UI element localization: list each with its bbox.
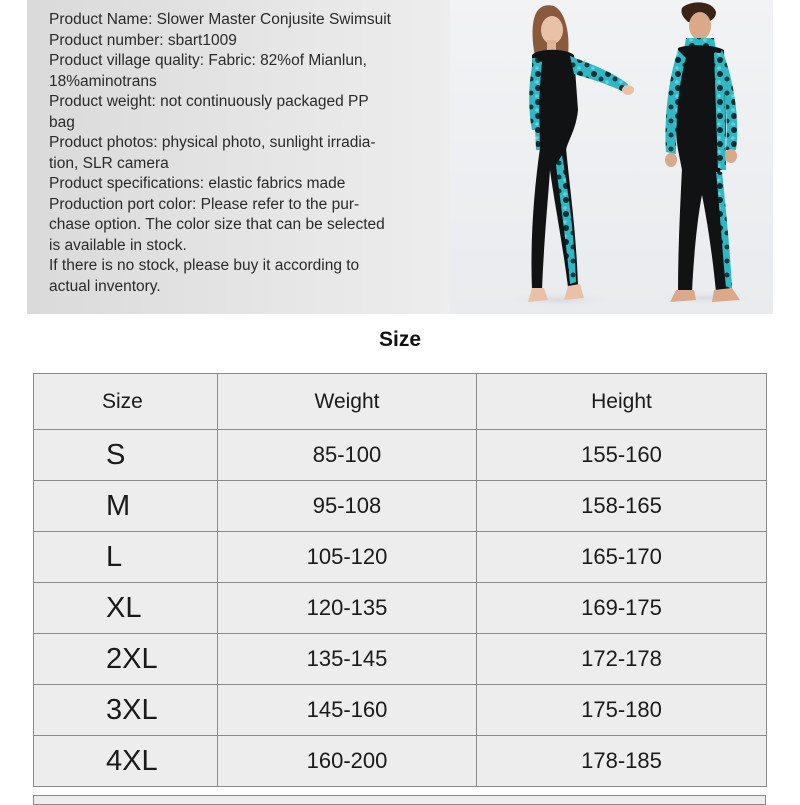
size-section-title: Size [378, 328, 422, 351]
table-row [34, 481, 767, 532]
weight-cell: 135-145 [218, 634, 477, 685]
male-model [665, 2, 740, 302]
info-line: tion, SLR camera [49, 154, 169, 172]
size-cell: 3XL [34, 685, 218, 736]
info-line: bag [49, 113, 75, 131]
table-row [34, 685, 767, 736]
height-cell: 175-180 [477, 685, 767, 736]
info-line: Product Name: Slower Master Conjusite Swimsuit [49, 11, 391, 28]
info-line: is available in stock. [49, 236, 187, 254]
info-line: 18%aminotrans [49, 72, 157, 90]
table-row [34, 634, 767, 685]
weight-cell: 120-135 [218, 583, 477, 634]
info-line: Product number: sbart1009 [49, 31, 237, 49]
table-row [34, 736, 767, 787]
table-row [34, 583, 767, 634]
size-cell: M [34, 481, 218, 532]
height-cell: 155-160 [477, 430, 767, 481]
table-header-row [34, 374, 767, 430]
info-line: Product weight: not continuously packaged PP [49, 93, 369, 110]
info-line: Product village quality: Fabric: 82%of Mianlun, [49, 52, 367, 69]
weight-cell: 95-108 [218, 481, 477, 532]
size-cell: L [34, 532, 218, 583]
female-model [528, 5, 634, 302]
info-line: Product photos: physical photo, sunlight irradia- [49, 134, 376, 151]
size-cell: S [34, 430, 218, 481]
info-line: If there is no stock, please buy it according to [49, 257, 360, 274]
size-cell: 2XL [34, 634, 218, 685]
size-chart-table [33, 373, 767, 787]
swimsuit-models-photo [450, 0, 773, 314]
height-cell: 169-175 [477, 583, 767, 634]
info-line: Product specifications: elastic fabrics made [49, 175, 346, 192]
swimsuit-models-illustration [450, 0, 773, 314]
product-info-text [49, 10, 444, 297]
table-row [34, 430, 767, 481]
size-cell: XL [34, 583, 218, 634]
column-header-height: Height [477, 374, 767, 430]
height-cell: 165-170 [477, 532, 767, 583]
info-line: Production port color: Please refer to the pur- [49, 195, 360, 213]
height-cell: 178-185 [477, 736, 767, 787]
table-bottom-edge [33, 795, 766, 805]
info-line: chase option. The color size that can be selected [49, 216, 385, 233]
height-cell: 158-165 [477, 481, 767, 532]
size-cell: 4XL [34, 736, 218, 787]
height-cell: 172-178 [477, 634, 767, 685]
weight-cell: 105-120 [218, 532, 477, 583]
table-row [34, 532, 767, 583]
column-header-size: Size [34, 374, 218, 430]
info-line: actual inventory. [49, 277, 161, 295]
weight-cell: 145-160 [218, 685, 477, 736]
weight-cell: 160-200 [218, 736, 477, 787]
product-info-panel [27, 0, 450, 314]
weight-cell: 85-100 [218, 430, 477, 481]
column-header-weight: Weight [218, 374, 477, 430]
